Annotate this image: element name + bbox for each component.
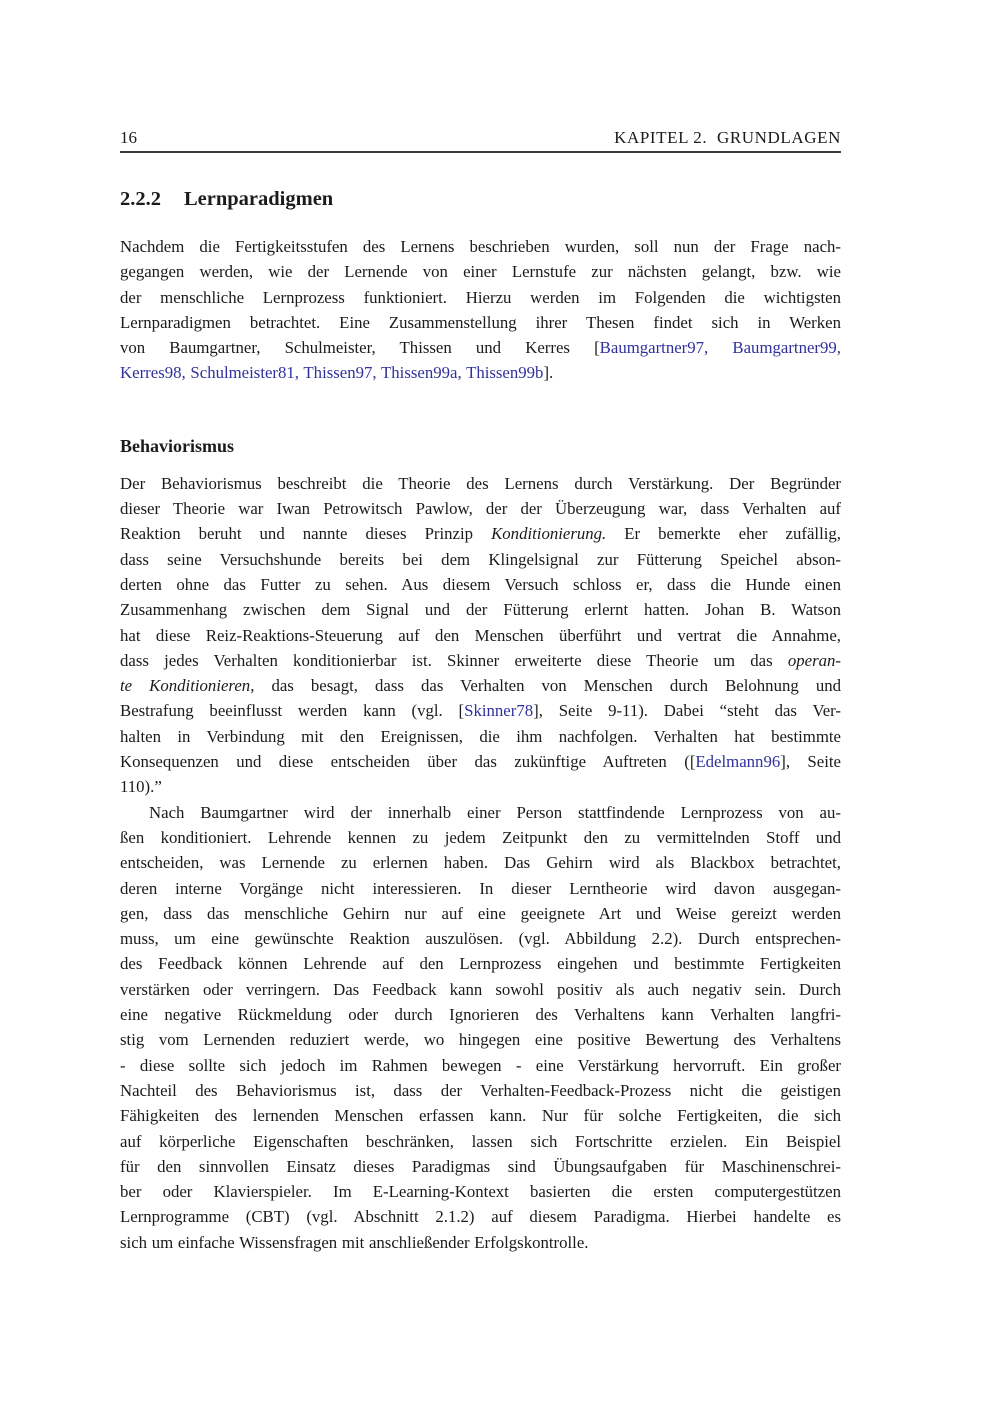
header-rule — [120, 151, 841, 153]
emphasis-text: Konditionierung. — [491, 524, 607, 544]
text-line — [120, 724, 841, 749]
body-text: für den sinnvollen Einsatz dieses Paradigmas sind Übungsaufgaben für Maschinenschrei- — [120, 1156, 841, 1176]
text-line — [120, 1002, 841, 1027]
text-line — [120, 259, 841, 284]
text-line — [120, 977, 841, 1002]
text-line — [120, 1230, 841, 1255]
body-text: der menschliche Lernprozess funktioniert. Hierzu werden im Folgenden die wichtigsten — [120, 287, 841, 307]
body-text: ], Seite 9-11). Dabei “steht das Ver- — [533, 701, 841, 721]
text-line — [120, 673, 841, 698]
body-text: ]. — [543, 363, 554, 383]
text-line — [120, 234, 841, 259]
body-text: Bestrafung beeinflusst werden kann (vgl. [ — [120, 701, 465, 721]
body-text: ber oder Klavierspieler. Im E-Learning-Kontext basierten die ersten computergestützen — [120, 1182, 841, 1202]
citation-link[interactable]: Edelmann96 — [695, 752, 781, 772]
text-line — [120, 1204, 841, 1229]
text-line — [120, 597, 841, 622]
citation-link[interactable]: Baumgartner99, — [732, 338, 841, 358]
emphasis-text: te Konditionieren — [120, 676, 251, 696]
body-text: 110).” — [120, 777, 162, 797]
body-text: Fähigkeiten des lernenden Menschen erfassen kann. Nur für solche Fertigkeiten, die sich — [120, 1106, 841, 1126]
emphasis-text: operan- — [787, 650, 841, 670]
text-line — [120, 648, 841, 673]
citation-link[interactable]: Schulmeister81, — [190, 363, 300, 383]
section-heading — [120, 186, 841, 212]
text-line — [120, 471, 841, 496]
page-number: 16 — [120, 128, 137, 147]
body-text: muss, um eine gewünschte Reaktion auszulösen. (vgl. Abbildung 2.2). Durch entsprechen- — [120, 929, 841, 949]
text-line — [120, 1078, 841, 1103]
running-head-chapter: KAPITEL 2. GRUNDLAGEN — [614, 128, 841, 147]
body-text: halten in Verbindung mit den Ereignissen, die ihm nachfolgen. Verhalten hat bestimmte — [120, 726, 841, 746]
text-line — [120, 850, 841, 875]
text-line — [120, 951, 841, 976]
body-text: Er bemerkte eher zufällig, — [606, 524, 841, 544]
text-line — [120, 901, 841, 926]
body-text: entscheiden, was Lernende zu erlernen haben. Das Gehirn wird als Blackbox betrachtet, — [120, 853, 841, 873]
text-line — [120, 547, 841, 572]
body-text: ], Seite — [780, 752, 841, 772]
body-text: eine negative Rückmeldung oder durch Ignorieren des Verhaltens kann Verhalten langfri- — [120, 1005, 841, 1025]
text-line — [120, 285, 841, 310]
body-text: dieser Theorie war Iwan Petrowitsch Pawlow, der der Überzeugung war, dass Verhalten auf — [120, 499, 841, 519]
citation-link[interactable]: Thissen99a, — [381, 363, 462, 383]
text-line — [120, 876, 841, 901]
body-text: gen, dass das menschliche Gehirn nur auf eine geeignete Art und Weise gereizt werden — [120, 903, 841, 923]
text-line — [120, 335, 841, 360]
text-line — [120, 496, 841, 521]
text-line — [120, 749, 841, 774]
body-text: stig vom Lernenden reduziert werde, wo hingegen eine positive Bewertung des Verhaltens — [120, 1030, 841, 1050]
text-line — [120, 1027, 841, 1052]
body-text: auf körperliche Eigenschaften beschränken, lassen sich Fortschritte erzielen. Ein Beispiel — [120, 1131, 841, 1151]
body-text: hat diese Reiz-Reaktions-Steuerung auf den Menschen überführt und vertrat die Annahme, — [120, 625, 841, 645]
paragraph-intro — [120, 234, 841, 386]
body-text: derten ohne das Futter zu sehen. Aus diesem Versuch schloss er, dass die Hunde einen — [120, 574, 841, 594]
body-text: dass jedes Verhalten konditionierbar ist. Skinner erweiterte diese Theorie um das — [120, 650, 788, 670]
subsection-heading: Behaviorismus — [120, 435, 235, 456]
text-line — [120, 825, 841, 850]
text-line — [120, 572, 841, 597]
body-text: deren interne Vorgänge nicht interessieren. In dieser Lerntheorie wird davon ausgegan- — [120, 878, 841, 898]
body-text: Lernprogramme (CBT) (vgl. Abschnitt 2.1.2) auf diesem Paradigma. Hierbei handelte es — [120, 1207, 841, 1227]
text-line — [120, 1154, 841, 1179]
body-text: - diese sollte sich jedoch im Rahmen bewegen - eine Verstärkung hervorruft. Ein großer — [120, 1055, 841, 1075]
page-header — [120, 127, 841, 148]
body-text: des Feedback können Lehrende auf den Lernprozess eingehen und bestimmte Fertigkeiten — [120, 954, 841, 974]
text-line — [120, 1179, 841, 1204]
body-text — [708, 338, 732, 357]
text-line — [120, 360, 841, 385]
body-text: Der Behaviorismus beschreibt die Theorie des Lernens durch Verstärkung. Der Begründer — [120, 473, 841, 493]
body-text: Konsequenzen und diese entscheiden über das zukünftige Auftreten ([ — [120, 752, 696, 772]
text-line — [120, 1103, 841, 1128]
citation-link[interactable]: Thissen97, — [303, 363, 377, 383]
citation-link[interactable]: Thissen99b — [466, 363, 544, 383]
text-line — [120, 926, 841, 951]
citation-link[interactable]: Kerres98, — [120, 363, 186, 383]
text-line — [120, 521, 841, 546]
section-number: 2.2.2 — [120, 188, 161, 210]
body-text: dass seine Versuchshunde bereits bei dem Klingelsignal zur Fütterung Speichel abson- — [120, 549, 841, 569]
text-line — [120, 310, 841, 335]
paragraph-behaviorismus-2 — [120, 800, 841, 1255]
body-text: Nachdem die Fertigkeitsstufen des Lernens beschrieben wurden, soll nun der Frage nach- — [120, 237, 841, 256]
body-text: Nachteil des Behaviorismus ist, dass der Verhalten-Feedback-Prozess nicht die geistigen — [120, 1080, 841, 1100]
body-text: Lernparadigmen betrachtet. Eine Zusammenstellung ihrer Thesen findet sich in Werken — [120, 312, 841, 332]
body-text: Nach Baumgartner wird der innerhalb einer Person stattfindende Lernprozess von au- — [149, 802, 841, 822]
text-line — [120, 1129, 841, 1154]
paragraph-behaviorismus-1 — [120, 471, 841, 800]
text-line — [120, 698, 841, 723]
body-text: von Baumgartner, Schulmeister, Thissen und Kerres [ — [120, 338, 600, 358]
body-text: gegangen werden, wie der Lernende von einer Lernstufe zur nächsten gelangt, bzw. wie — [120, 262, 841, 282]
section-title: Lernparadigmen — [184, 188, 334, 210]
body-text: Reaktion beruht und nannte dieses Prinzip — [120, 524, 492, 544]
body-text: Zusammenhang zwischen dem Signal und der Fütterung erlernt hatten. Johan B. Watson — [120, 600, 841, 620]
text-line — [120, 774, 841, 799]
citation-link[interactable]: Skinner78 — [464, 701, 534, 721]
citation-link[interactable]: Baumgartner97, — [599, 338, 709, 358]
body-text: verstärken oder verringern. Das Feedback kann sowohl positiv als auch negativ sein. Durch — [120, 979, 841, 999]
text-line — [120, 1053, 841, 1078]
text-line — [120, 800, 841, 825]
body-text: sich um einfache Wissensfragen mit anschließender Erfolgskontrolle. — [120, 1232, 589, 1252]
body-text: , das besagt, dass das Verhalten von Menschen durch Belohnung und — [250, 676, 841, 696]
text-line — [120, 623, 841, 648]
body-text: ßen konditioniert. Lehrende kennen zu jedem Zeitpunkt den zu vermittelnden Stoff und — [120, 827, 841, 847]
